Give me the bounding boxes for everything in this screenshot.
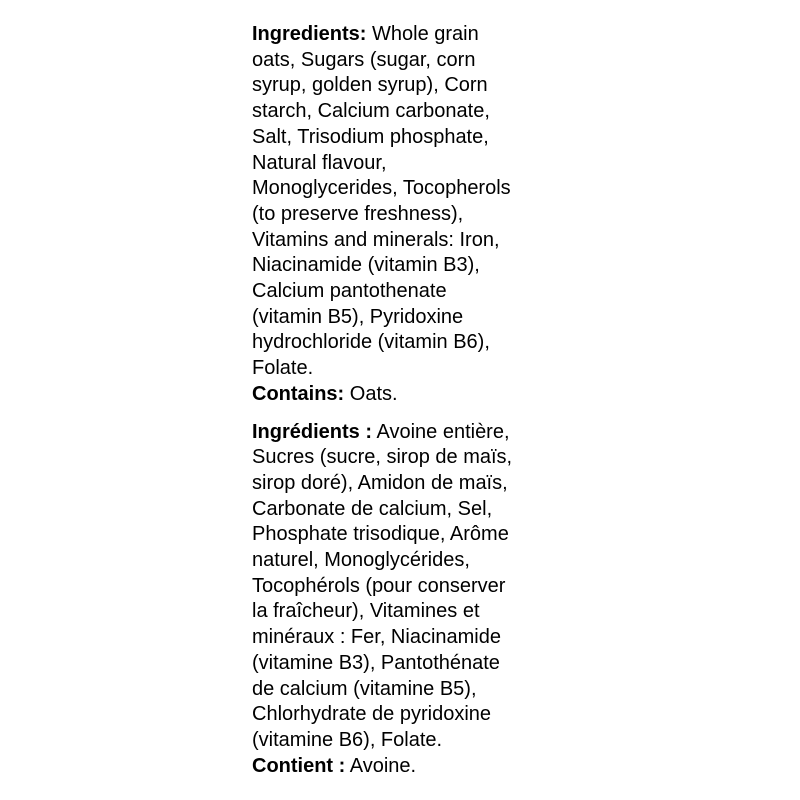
english-ingredients-text: Folate. (252, 357, 314, 380)
english-ingredients-line (252, 22, 558, 48)
french-ingredients-line (252, 420, 558, 446)
english-ingredients-text: syrup, golden syrup), Corn (252, 74, 488, 97)
english-ingredients-text: Natural flavour, (252, 151, 387, 174)
english-ingredients-block (252, 22, 558, 408)
french-contains-heading: Contient : (252, 754, 346, 777)
french-ingredients-text: naturel, Monoglycérides, (252, 549, 470, 572)
french-ingredients-text: Chlorhydrate de pyridoxine (252, 703, 492, 726)
french-ingredients-text: Carbonate de calcium, Sel, (252, 497, 493, 520)
english-ingredients-text: Salt, Trisodium phosphate, (252, 125, 489, 148)
english-ingredients-text: Vitamins and minerals: Iron, (252, 228, 500, 251)
french-ingredients-text: (vitamine B6), Folate. (252, 728, 443, 751)
french-ingredients-text: de calcium (vitamine B5), (252, 677, 477, 700)
english-ingredients-text: Calcium pantothenate (252, 280, 447, 303)
english-ingredients-text: (vitamin B5), Pyridoxine (252, 305, 464, 328)
english-ingredients-text: Monoglycerides, Tocopherols (252, 177, 511, 200)
english-contains-line (252, 382, 558, 408)
french-contains-value: Avoine. (349, 754, 417, 777)
french-ingredients-text: minéraux : Fer, Niacinamide (252, 626, 501, 649)
french-ingredients-text: la fraîcheur), Vitamines et (252, 600, 480, 623)
french-ingredients-text: (vitamine B3), Pantothénate (252, 651, 500, 674)
english-contains-heading: Contains: (252, 382, 345, 405)
english-ingredients-heading: Ingredients: (252, 23, 367, 45)
french-ingredients-text: Avoine entière, (376, 420, 510, 443)
french-ingredients-heading: Ingrédients : (252, 420, 373, 443)
english-ingredients-text: Whole grain (372, 23, 479, 45)
french-contains-line (252, 754, 558, 780)
english-ingredients-text: oats, Sugars (sugar, corn (252, 48, 476, 71)
english-ingredients-text: hydrochloride (vitamin B6), (252, 331, 490, 354)
french-ingredients-text: Tocophérols (pour conserver (252, 574, 506, 597)
english-ingredients-text: (to preserve freshness), (252, 202, 464, 225)
ingredients-label-panel (252, 22, 558, 779)
french-ingredients-text: Sucres (sucre, sirop de maïs, (252, 446, 513, 469)
french-ingredients-text: Phosphate trisodique, Arôme (252, 523, 509, 546)
english-contains-value: Oats. (349, 382, 398, 405)
french-ingredients-text: sirop doré), Amidon de maïs, (252, 471, 508, 494)
english-ingredients-text: starch, Calcium carbonate, (252, 100, 490, 123)
english-ingredients-text: Niacinamide (vitamin B3), (252, 254, 480, 277)
french-ingredients-block (252, 420, 558, 780)
